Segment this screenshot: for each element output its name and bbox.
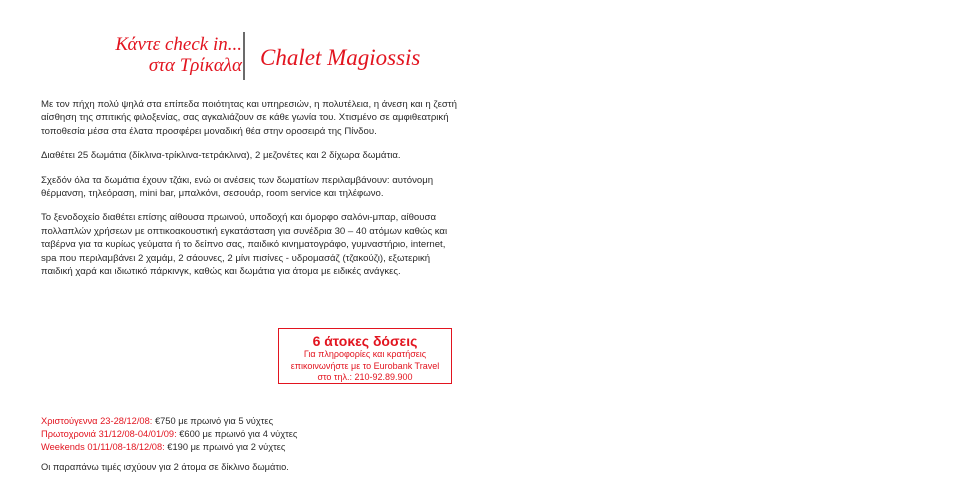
- price-value: €190 με πρωινό για 2 νύχτες: [164, 442, 286, 452]
- header: [0, 30, 500, 90]
- price-row-weekends: [41, 441, 461, 454]
- price-label: Χριστούγεννα 23-28/12/08:: [41, 416, 153, 426]
- description-paragraph-2: Διαθέτει 25 δωμάτια (δίκλινα-τρίκλινα-τετράκλινα), 2 μεζονέτες και 2 δίχωρα δωμάτια.: [41, 150, 401, 162]
- hotel-description: [41, 98, 461, 289]
- description-paragraph-1: Με τον πήχη πολύ ψηλά στα επίπεδα ποιότητας και υπηρεσιών, η πολυτέλεια, η άνεση και η ζεστή αίσθηση της σπιτικής φιλοξενίας, σας αγκαλιάζουν σε κάθε γωνία του. Χτισμένο σε αμφιθεατρική τοποθεσία μέσα στα έλατα προσφέρει μοναδική θέα στην οροσειρά της Πίνδου.: [41, 99, 457, 137]
- header-divider: [243, 32, 245, 80]
- description-paragraph-3: Σχεδόν όλα τα δωμάτια έχουν τζάκι, ενώ οι ανέσεις των δωματίων περιλαμβάνουν: αυτόνομη θέρμανση, τηλεόραση, mini bar, μπαλκόνι, σεσουάρ, room service και τηλέφωνο.: [41, 174, 434, 200]
- price-note: Οι παραπάνω τιμές ισχύουν για 2 άτομα σε δίκλινο δωμάτιο.: [41, 462, 289, 472]
- price-value: €600 με πρωινό για 4 νύχτες: [176, 429, 298, 439]
- price-label: Πρωτοχρονιά 31/12/08-04/01/09:: [41, 429, 177, 439]
- installments-offer-box: [278, 328, 452, 384]
- price-row-christmas: [41, 415, 461, 428]
- price-label: Weekends 01/11/08-18/12/08:: [41, 442, 165, 452]
- price-row-new-year: [41, 428, 461, 441]
- hotel-name: Chalet Magiossis: [260, 45, 421, 70]
- tagline-line-1: Κάντε check in...: [115, 34, 242, 55]
- price-value: €750 με πρωινό για 5 νύχτες: [152, 416, 274, 426]
- offer-phone-line: στο τηλ.: 210-92.89.900: [317, 372, 413, 382]
- offer-title: 6 άτοκες δόσεις: [312, 333, 418, 349]
- price-list: [41, 415, 461, 474]
- offer-info-line-2: επικοινωνήστε με το Eurobank Travel: [290, 360, 440, 371]
- offer-info-line-1: Για πληροφορίες και κρατήσεις: [303, 349, 427, 359]
- tagline-line-2: στα Τρίκαλα: [148, 55, 242, 76]
- tagline: [115, 34, 242, 76]
- description-paragraph-4: Το ξενοδοχείο διαθέτει επίσης αίθουσα πρωινού, υποδοχή και όμορφο σαλόνι-μπαρ, αίθουσα πολλαπλών χρήσεων με οπτικοακουστική εγκατάσταση για συνέδρια 30 – 40 ατόμων καθώς και ταβέρνα για τα κυρίως γεύματα ή το δείπνο σας, παιδικό κινηματογράφο, γυμναστήριο, internet, spa που περιλαμβάνει 2 χαμάμ, 2 σάουνες, 2 μίνι πισίνες - υδρομασάζ (τζακούζι), εξωτερική παιδική χαρά και ιδιωτικό πάρκινγκ, καθώς και δωμάτια για άτομα με ειδικές ανάγκες.: [41, 212, 448, 278]
